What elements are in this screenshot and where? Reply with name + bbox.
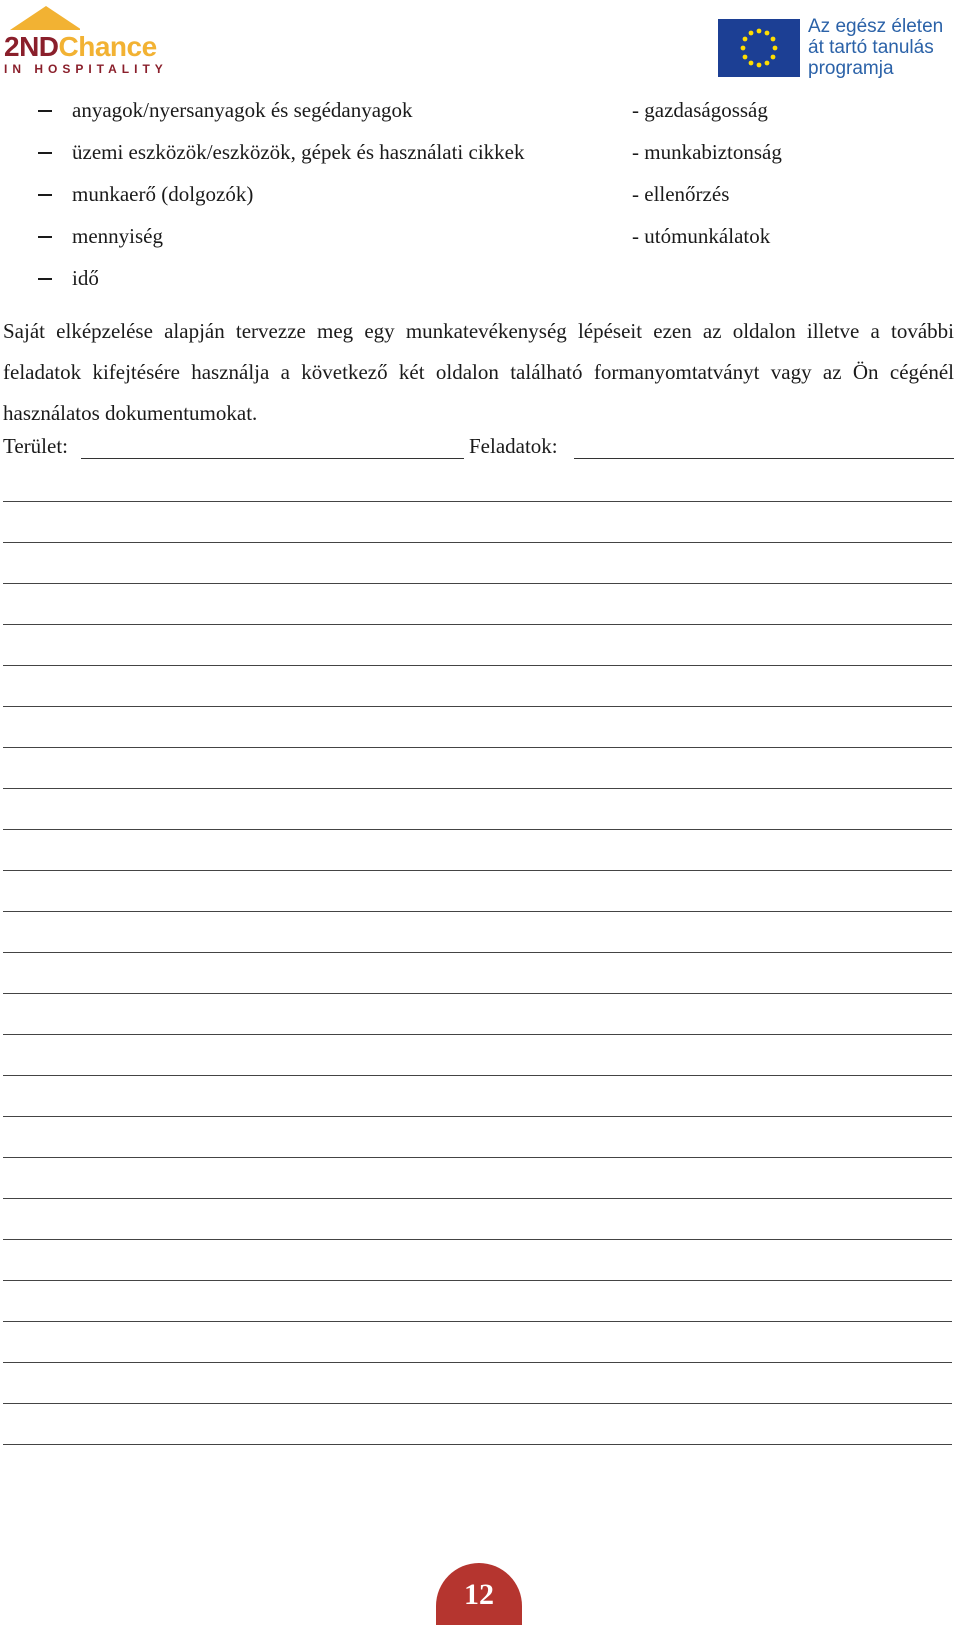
writing-line[interactable] (3, 870, 952, 871)
eu-text-line-1: Az egész életen (808, 16, 944, 37)
writing-line[interactable] (3, 1075, 952, 1076)
writing-line[interactable] (3, 1239, 952, 1240)
writing-line[interactable] (3, 1403, 952, 1404)
list-item (0, 181, 960, 207)
writing-line[interactable] (3, 993, 952, 994)
writing-line[interactable] (3, 1116, 952, 1117)
writing-line[interactable] (3, 1280, 952, 1281)
area-tasks-row (3, 433, 954, 463)
list-item-text: idő (72, 266, 99, 290)
tasks-input-line[interactable] (574, 458, 954, 459)
writing-line[interactable] (3, 1362, 952, 1363)
writing-line[interactable] (3, 665, 952, 666)
eu-program-text (808, 16, 958, 79)
eu-stars-icon (718, 19, 800, 77)
list-item-text: üzemi eszközök/eszközök, gépek és használati cikkek (72, 140, 525, 164)
writing-line[interactable] (3, 1321, 952, 1322)
dash-bullet-icon (38, 152, 52, 154)
writing-line[interactable] (3, 583, 952, 584)
writing-line[interactable] (3, 911, 952, 912)
right-list-item-text: - utómunkálatok (632, 224, 771, 248)
area-label: Terület: (3, 434, 68, 458)
list-item-text: mennyiség (72, 224, 163, 248)
2ndchance-logo (4, 4, 168, 76)
writing-line[interactable] (3, 624, 952, 625)
roof-icon (10, 4, 80, 34)
dash-bullet-icon (38, 194, 52, 196)
eu-text-line-3: programja (808, 58, 894, 79)
dash-bullet-icon (38, 278, 52, 280)
page-number: 12 (464, 1578, 494, 1611)
writing-line[interactable] (3, 1198, 952, 1199)
writing-line[interactable] (3, 952, 952, 953)
writing-line[interactable] (3, 829, 952, 830)
writing-line[interactable] (3, 501, 952, 502)
right-list-item-text: - munkabiztonság (632, 140, 782, 164)
list-item (0, 139, 960, 165)
logo-subtitle: IN HOSPITALITY (4, 62, 168, 76)
list-item (0, 97, 960, 123)
writing-line[interactable] (3, 788, 952, 789)
writing-line[interactable] (3, 1157, 952, 1158)
right-list-item-text: - ellenőrzés (632, 182, 730, 206)
eu-text-line-2: át tartó tanulás (808, 37, 934, 58)
logo-wordmark (4, 32, 157, 62)
list-item-text: anyagok/nyersanyagok és segédanyagok (72, 98, 413, 122)
instruction-paragraph: Saját elképzelése alapján tervezze meg egy munkatevékenység lépéseit ezen az oldalon illetve a további feladatok kifejtésére használja a következő két oldalon található formanyomtatványt vagy az Ön cégénél használatos dokumentumokat. (3, 319, 954, 425)
writing-line[interactable] (3, 706, 952, 707)
writing-line[interactable] (3, 747, 952, 748)
list-item (0, 223, 960, 249)
tasks-label: Feladatok: (469, 434, 558, 458)
logo-part-2nd: 2ND (4, 31, 59, 62)
writing-line[interactable] (3, 542, 952, 543)
right-list-item-text: - gazdaságosság (632, 98, 768, 122)
eu-flag-icon (718, 19, 800, 77)
writing-line[interactable] (3, 1444, 952, 1445)
logo-part-chance: Chance (58, 31, 157, 62)
dash-bullet-icon (38, 110, 52, 112)
writing-line[interactable] (3, 1034, 952, 1035)
list-item-text: munkaerő (dolgozók) (72, 182, 254, 206)
list-item (0, 265, 960, 291)
area-input-line[interactable] (81, 458, 464, 459)
dash-bullet-icon (38, 236, 52, 238)
